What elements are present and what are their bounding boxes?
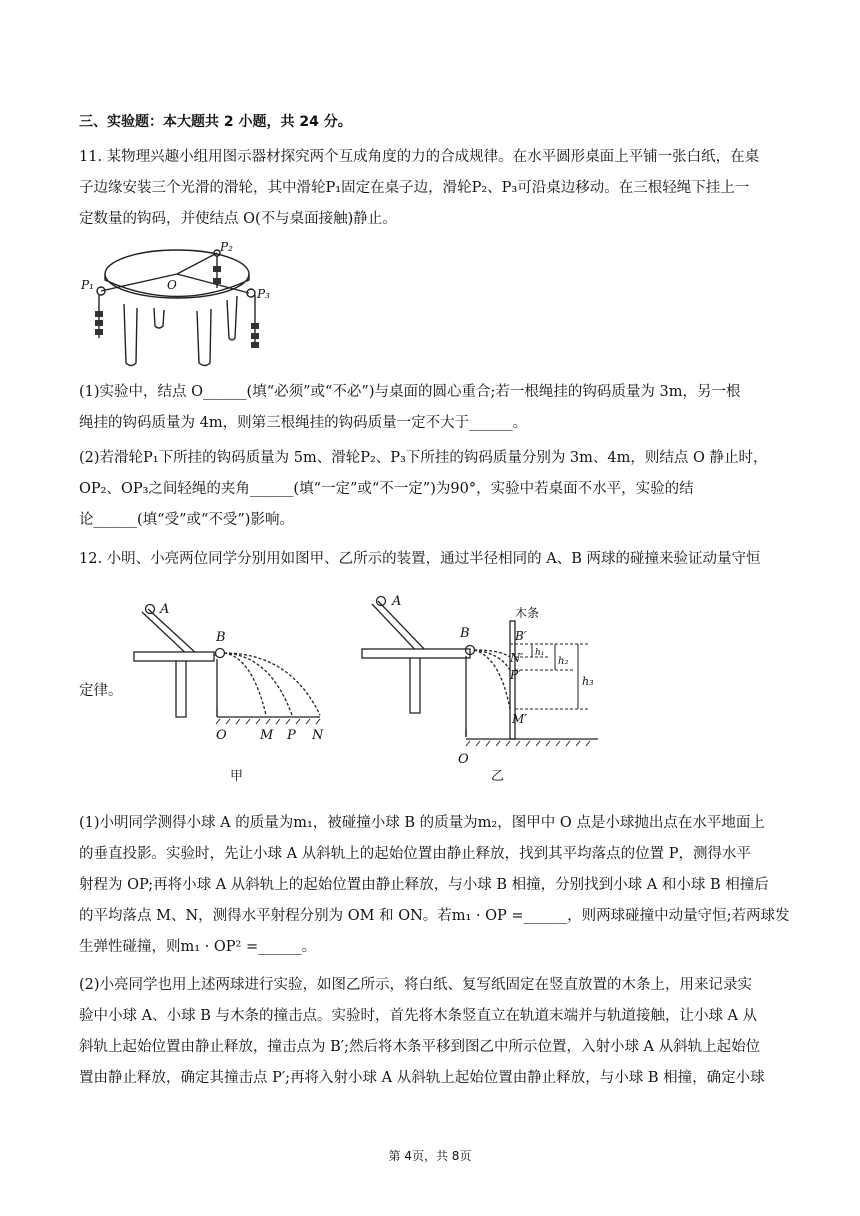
q11-intro	[79, 142, 784, 235]
label-p: P	[287, 728, 296, 743]
label-o: O	[167, 278, 177, 292]
text-line: 绳挂的钩码质量为 4m，则第三根绳挂的钩码质量一定不大于______。	[79, 415, 528, 431]
caption-yi: 乙	[491, 769, 505, 782]
q11-part2	[79, 443, 784, 536]
label-a: A	[160, 602, 170, 617]
table-leg	[124, 304, 137, 366]
weight	[251, 323, 259, 329]
text-line: OP₂、OP₃之间轻绳的夹角______(填“一定”或“不一定”)为90°，实验中若桌面不水平，实验的结	[79, 481, 694, 497]
text-line: 11. 某物理兴趣小组用图示器材探究两个互成角度的力的合成规律。在水平圆形桌面上平铺一张白纸，在桌	[79, 149, 760, 165]
text-line: 定数量的钩码，并使结点 O(不与桌面接触)静止。	[79, 211, 397, 227]
weight	[95, 320, 103, 326]
label-b: B	[460, 626, 470, 641]
text-line: 子边缘安装三个光滑的滑轮，其中滑轮P₁固定在桌子边，滑轮P₂、P₃可沿桌边移动。在三根轻绳下挂上一	[79, 180, 750, 196]
label-pp: P′	[510, 668, 521, 682]
label-p3: P₃	[257, 287, 270, 301]
weight	[95, 311, 103, 317]
table-leg	[197, 309, 211, 366]
caption-jia: 甲	[230, 769, 244, 784]
weight	[213, 278, 221, 284]
label-wood: 木条	[515, 606, 540, 620]
weight	[251, 333, 259, 339]
page-footer: 第 4页，共 8页	[388, 1149, 472, 1163]
label-h1: h₁	[535, 648, 545, 658]
label-p1: P₁	[81, 278, 94, 292]
label-o: O	[216, 728, 227, 743]
label-mp: M′	[512, 712, 528, 726]
text-line: 的垂直投影。实验时，先让小球 A 从斜轨上的起始位置由静止释放，找到其平均落点的位置 P，测得水平	[79, 846, 752, 862]
table-leg	[154, 308, 164, 328]
weight	[95, 329, 103, 335]
text-line: 生弹性碰撞，则m₁ · OP² =______。	[79, 939, 317, 955]
text-line: (2)小亮同学也用上述两球进行实验，如图乙所示，将白纸、复写纸固定在竖直放置的木条上，用来记录实	[79, 977, 753, 993]
label-np: N′	[510, 651, 524, 665]
q11-table-figure	[79, 238, 279, 373]
q11-part1	[79, 377, 784, 439]
ball-b	[216, 649, 225, 658]
text-line: 置由静止释放，确定其撞击点 P′;再将入射小球 A 从斜轨上起始位置由静止释放，与小球 B 相撞，确定小球	[79, 1070, 765, 1086]
string-op2	[177, 253, 217, 274]
label-bp: B′	[515, 629, 527, 643]
label-a: A	[392, 594, 402, 609]
section-heading: 三、实验题：本大题共 2 小题，共 24 分。	[79, 114, 352, 130]
text-line: (1)实验中，结点 O______(填“必须”或“不必”)与桌面的圆心重合;若一根绳挂的钩码质量为 3m，另一根	[79, 384, 741, 400]
figure-yi	[350, 587, 610, 782]
label-p2: P₂	[220, 240, 233, 254]
label-m: M	[260, 728, 274, 743]
text-line: 论______(填“受”或“不受”)影响。	[79, 512, 294, 528]
text-line: 12. 小明、小亮两位同学分别用如图甲、乙所示的装置，通过半径相同的 A、B 两球的碰撞来验证动量守恒	[79, 551, 761, 567]
figure-jia	[120, 597, 335, 787]
weight	[213, 266, 221, 272]
text-line: 验中小球 A、小球 B 与木条的撞击点。实验时，首先将木条竖直立在轨道末端并与轨道接触，让小球 A 从	[79, 1008, 758, 1024]
label-n: N	[312, 728, 324, 743]
text-line: (1)小明同学测得小球 A 的质量为m₁，被碰撞小球 B 的质量为m₂，图甲中 O 点是小球抛出点在水平地面上	[79, 815, 765, 831]
label-h3: h₃	[582, 675, 594, 688]
q12-intro	[79, 544, 784, 575]
text-line: 射程为 OP;再将小球 A 从斜轨上的起始位置由静止释放，与小球 B 相撞，分别找到小球 A 和小球 B 相撞后	[79, 877, 769, 893]
ball-a	[146, 605, 155, 614]
text-line: 斜轨上起始位置由静止释放，撞击点为 B′;然后将木条平移到图乙中所示位置，入射小球 A 从斜轨上起始位	[79, 1039, 761, 1055]
table-leg	[227, 296, 237, 340]
q12-part2	[79, 970, 784, 1094]
q12-part1	[79, 808, 790, 963]
text-line: (2)若滑轮P₁下所挂的钩码质量为 5m、滑轮P₂、P₃下所挂的钩码质量分别为 3m、4m，则结点 O 静止时，	[79, 450, 768, 466]
label-h2: h₂	[558, 656, 569, 667]
weight	[251, 342, 259, 348]
label-b: B	[216, 630, 226, 645]
text-line: 定律。	[79, 683, 123, 699]
label-o: O	[458, 752, 469, 767]
text-line: 的平均落点 M、N，测得水平射程分别为 OM 和 ON。若m₁ · OP =______，则两球碰撞中动量守恒;若两球发	[79, 908, 790, 924]
